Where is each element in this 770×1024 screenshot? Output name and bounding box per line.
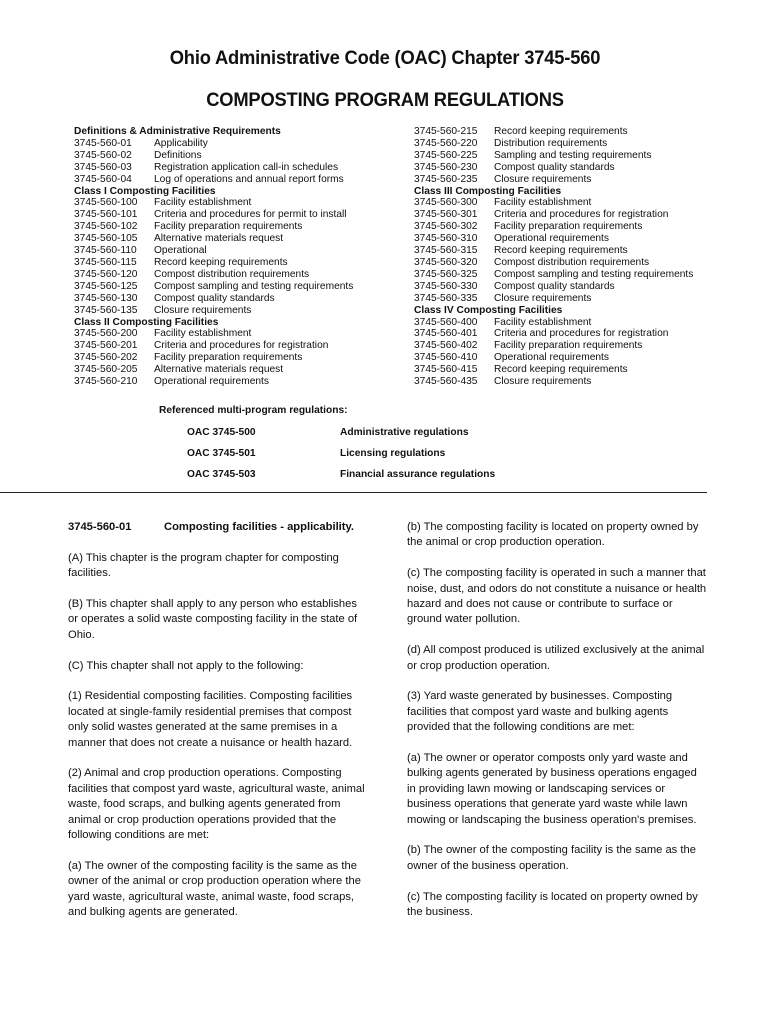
toc-rule-number: 3745-560-102 xyxy=(74,221,138,233)
reference-description: Administrative regulations xyxy=(340,427,469,438)
toc-rule-number: 3745-560-320 xyxy=(414,256,478,268)
toc-entry xyxy=(414,209,744,221)
body-paragraph: (b) The owner of the composting facility is the same as the owner of the business operation. xyxy=(407,844,696,872)
toc-entry xyxy=(414,293,744,305)
toc-entry xyxy=(74,221,404,233)
reference-description: Licensing regulations xyxy=(340,448,446,459)
toc-rule-title: Facility preparation requirements xyxy=(494,340,643,352)
toc-rule-number: 3745-560-205 xyxy=(74,364,138,376)
toc-entry xyxy=(74,257,404,269)
toc-rule-number: 3745-560-135 xyxy=(74,304,138,316)
toc-rule-number: 3745-560-325 xyxy=(414,268,478,280)
toc-rule-title: Compost sampling and testing requirements xyxy=(154,280,354,292)
reference-code: OAC 3745-503 xyxy=(187,469,256,480)
toc-entry xyxy=(414,352,744,364)
toc-rule-title: Closure requirements xyxy=(494,173,592,185)
toc-rule-title: Facility preparation requirements xyxy=(154,221,303,233)
toc-rule-title: Compost quality standards xyxy=(494,161,615,173)
toc-rule-number: 3745-560-110 xyxy=(74,245,137,257)
toc-rule-number: 3745-560-120 xyxy=(74,268,138,280)
toc-entry xyxy=(74,174,404,186)
toc-entry xyxy=(414,138,744,150)
body-paragraph: (3) Yard waste generated by businesses. Composting facilities that compost yard waste and bulking agents provided that the following conditions are met: xyxy=(407,690,673,734)
toc-rule-number: 3745-560-125 xyxy=(74,280,138,292)
toc-rule-number: 3745-560-400 xyxy=(414,316,478,328)
toc-rule-number: 3745-560-01 xyxy=(74,137,132,149)
toc-entry xyxy=(414,233,744,245)
toc-rule-title: Registration application call-in schedules xyxy=(154,161,339,173)
toc-entry xyxy=(414,221,744,233)
toc-entry xyxy=(74,340,404,352)
toc-entry xyxy=(74,197,404,209)
body-right-column xyxy=(407,520,707,936)
toc-rule-number: 3745-560-02 xyxy=(74,149,132,161)
toc-rule-number: 3745-560-03 xyxy=(74,161,132,173)
toc-rule-title: Operational requirements xyxy=(154,376,269,388)
body-paragraph: (C) This chapter shall not apply to the following: xyxy=(68,659,304,672)
toc-rule-number: 3745-560-230 xyxy=(414,161,478,173)
toc-rule-number: 3745-560-202 xyxy=(74,352,138,364)
toc-rule-title: Criteria and procedures for registration xyxy=(154,340,329,352)
body-paragraph: (a) The owner or operator composts only yard waste and bulking agents generated by business operations engaged in providing lawn mowing or landscaping services or business operations that generate yard waste while lawn mowing or landscaping the business operation's premises. xyxy=(407,752,697,826)
body-paragraph: (a) The owner of the composting facility is the same as the owner of the animal or crop production operation where the yard waste, agricultural waste, animal waste, food scraps, and bulking agents are generated. xyxy=(68,859,361,919)
reference-row xyxy=(187,427,469,438)
toc-entry xyxy=(74,233,404,245)
reference-code: OAC 3745-500 xyxy=(187,427,256,438)
toc-rule-number: 3745-560-302 xyxy=(414,221,478,233)
toc-rule-title: Closure requirements xyxy=(494,292,592,304)
toc-rule-title: Alternative materials request xyxy=(154,233,284,245)
toc-rule-number: 3745-560-225 xyxy=(414,149,478,161)
toc-rule-title: Log of operations and annual report forms xyxy=(154,173,344,185)
toc-entry xyxy=(74,293,404,305)
toc-entry xyxy=(74,209,404,221)
toc-rule-number: 3745-560-410 xyxy=(414,352,478,364)
toc-rule-number: 3745-560-300 xyxy=(414,197,478,209)
toc-rule-number: 3745-560-330 xyxy=(414,280,478,292)
toc-rule-title: Facility establishment xyxy=(494,316,592,328)
toc-rule-title: Facility establishment xyxy=(154,197,252,209)
toc-entry xyxy=(414,364,744,376)
toc-rule-number: 3745-560-401 xyxy=(414,328,478,340)
toc-rule-number: 3745-560-415 xyxy=(414,364,478,376)
toc-entry xyxy=(74,269,404,281)
toc-entry xyxy=(74,162,404,174)
document-subtitle: COMPOSTING PROGRAM REGULATIONS xyxy=(206,89,564,111)
body-paragraph: (c) The composting facility is located on property owned by the business. xyxy=(407,890,698,919)
section-heading xyxy=(68,520,368,535)
toc-class-heading: Class IV Composting Facilities xyxy=(414,304,563,316)
toc-rule-title: Facility preparation requirements xyxy=(494,221,643,233)
references-title: Referenced multi-program regulations: xyxy=(159,405,348,416)
toc-rule-number: 3745-560-04 xyxy=(74,173,132,185)
toc-entry xyxy=(74,305,404,317)
section-number: 3745-560-01 xyxy=(68,521,132,533)
body-paragraph: (c) The composting facility is operated in such a manner that noise, dust, and odors do not constitute a nuisance or health hazard and does not cause or contribute to surface or ground water pollution. xyxy=(407,567,707,626)
toc-rule-number: 3745-560-301 xyxy=(414,209,478,221)
toc-rule-title: Compost quality standards xyxy=(154,292,275,304)
toc-rule-title: Operational requirements xyxy=(494,233,609,245)
toc-entry xyxy=(414,281,744,293)
body-paragraph: (B) This chapter shall apply to any person who establishes or operates a solid waste composting facility in the state of Ohio. xyxy=(68,598,358,641)
toc-entry xyxy=(414,197,744,209)
toc-rule-title: Closure requirements xyxy=(154,304,252,316)
toc-entry xyxy=(74,376,404,388)
body-left-column xyxy=(68,520,368,936)
toc-entry xyxy=(414,245,744,257)
toc-class-heading: Class II Composting Facilities xyxy=(74,316,219,328)
toc-left-column xyxy=(74,126,404,388)
toc-rule-title: Sampling and testing requirements xyxy=(494,149,652,161)
toc-rule-title: Definitions xyxy=(154,149,202,161)
toc-rule-number: 3745-560-130 xyxy=(74,292,138,304)
body-paragraph: (2) Animal and crop production operations. Composting facilities that compost yard waste, agricultural waste, animal waste, food scraps, and bulking agents generated from animal or crop production operations provided that the following conditions are met: xyxy=(68,767,365,842)
toc-entry xyxy=(414,340,744,352)
toc-rule-title: Operational requirements xyxy=(494,352,609,364)
reference-row xyxy=(187,448,445,459)
toc-rule-title: Facility preparation requirements xyxy=(154,352,303,364)
toc-rule-title: Criteria and procedures for registration xyxy=(494,328,669,340)
toc-entry xyxy=(414,174,744,186)
toc-right-column xyxy=(414,126,744,388)
toc-entry xyxy=(414,269,744,281)
toc-rule-number: 3745-560-101 xyxy=(74,209,138,221)
left-paragraphs xyxy=(68,551,368,921)
toc-entry xyxy=(414,376,744,388)
toc-entry xyxy=(74,281,404,293)
toc-rule-number: 3745-560-402 xyxy=(414,340,478,352)
toc-rule-title: Distribution requirements xyxy=(494,137,608,149)
toc-rule-title: Closure requirements xyxy=(494,376,592,388)
toc-rule-title: Facility establishment xyxy=(154,328,252,340)
toc-rule-title: Record keeping requirements xyxy=(494,245,628,257)
toc-rule-number: 3745-560-105 xyxy=(74,233,138,245)
toc-entry xyxy=(414,317,744,329)
toc-rule-number: 3745-560-215 xyxy=(414,126,478,137)
toc-rule-title: Criteria and procedures for permit to install xyxy=(154,209,347,221)
toc-rule-number: 3745-560-115 xyxy=(74,256,137,268)
toc-rule-title: Compost quality standards xyxy=(494,280,615,292)
body-paragraph: (d) All compost produced is utilized exclusively at the animal or crop production operation. xyxy=(407,644,705,672)
toc-rule-number: 3745-560-435 xyxy=(414,376,478,388)
reference-code: OAC 3745-501 xyxy=(187,448,256,459)
toc-rule-number: 3745-560-220 xyxy=(414,137,478,149)
section-title: Composting facilities - applicability. xyxy=(164,521,355,533)
toc-class-heading: Class III Composting Facilities xyxy=(414,185,562,197)
right-paragraphs xyxy=(407,520,707,920)
reference-row xyxy=(187,469,495,480)
toc-rule-title: Facility establishment xyxy=(494,197,592,209)
toc-rule-title: Alternative materials request xyxy=(154,364,284,376)
body-paragraph: (1) Residential composting facilities. Composting facilities located at single-family residential premises that compost only solid wastes generated at the same premises in a manner that does not create a nuisance or health hazard. xyxy=(68,690,353,749)
toc-entry xyxy=(414,126,744,138)
toc-entry xyxy=(74,138,404,150)
toc-rule-title: Compost sampling and testing requirements xyxy=(494,268,694,280)
toc-entry xyxy=(74,150,404,162)
toc-rule-title: Record keeping requirements xyxy=(494,126,628,137)
toc-entry xyxy=(414,328,744,340)
reference-description: Financial assurance regulations xyxy=(340,469,496,480)
section-divider xyxy=(0,492,707,493)
toc-entry xyxy=(74,245,404,257)
body-paragraph: (b) The composting facility is located on property owned by the animal or crop production operation. xyxy=(407,521,699,549)
toc-entry xyxy=(414,162,744,174)
toc-class-heading: Class I Composting Facilities xyxy=(74,185,216,197)
toc-rule-number: 3745-560-235 xyxy=(414,173,478,185)
document-title: Ohio Administrative Code (OAC) Chapter 3745-560 xyxy=(169,47,601,69)
toc-entry xyxy=(74,328,404,340)
toc-class-heading: Definitions & Administrative Requirements xyxy=(74,126,281,137)
toc-entry xyxy=(414,257,744,269)
toc-rule-number: 3745-560-315 xyxy=(414,245,478,257)
toc-rule-number: 3745-560-200 xyxy=(74,328,138,340)
toc-rule-title: Operational xyxy=(154,245,207,257)
toc-entry xyxy=(74,364,404,376)
toc-rule-number: 3745-560-310 xyxy=(414,233,478,245)
toc-rule-number: 3745-560-201 xyxy=(74,340,138,352)
toc-rule-title: Record keeping requirements xyxy=(154,256,288,268)
toc-rule-title: Record keeping requirements xyxy=(494,364,628,376)
toc-rule-title: Compost distribution requirements xyxy=(494,256,650,268)
toc-rule-number: 3745-560-100 xyxy=(74,197,138,209)
body-paragraph: (A) This chapter is the program chapter for composting facilities. xyxy=(68,551,339,580)
toc-rule-title: Criteria and procedures for registration xyxy=(494,209,669,221)
toc-rule-title: Compost distribution requirements xyxy=(154,268,310,280)
toc-entry xyxy=(414,150,744,162)
toc-rule-title: Applicability xyxy=(154,137,208,149)
toc-entry xyxy=(74,352,404,364)
toc-rule-number: 3745-560-335 xyxy=(414,292,478,304)
toc-rule-number: 3745-560-210 xyxy=(74,376,138,388)
